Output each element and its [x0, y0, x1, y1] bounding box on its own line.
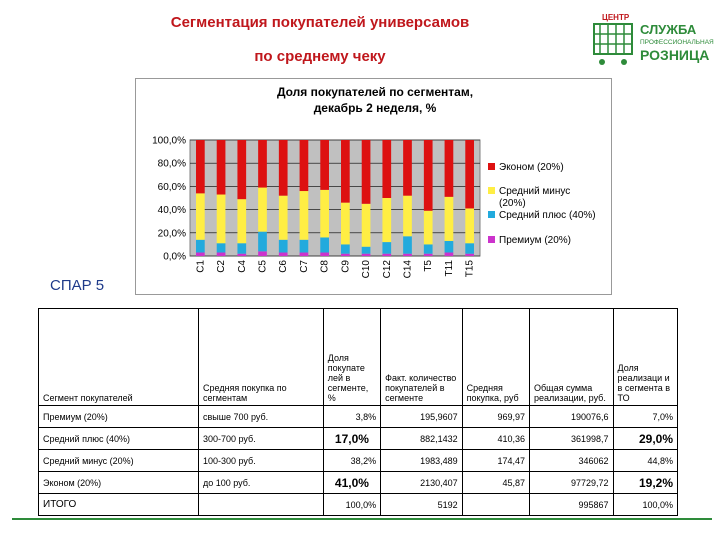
- bar-segment: [217, 195, 226, 244]
- cell-total: 190076,6: [530, 406, 614, 428]
- legend-label: Эконом (20%): [499, 162, 564, 173]
- cell-avg: до 100 руб.: [199, 472, 324, 494]
- logo-mark-text: ЦЕНТР: [602, 13, 630, 22]
- cell-total: 97729,72: [530, 472, 614, 494]
- y-tick-label: 0,0%: [163, 251, 186, 263]
- legend-label: Средний плюс (40%): [499, 210, 596, 221]
- bar-segment: [341, 254, 350, 256]
- cell-segment: Эконом (20%): [39, 472, 199, 494]
- cell-share: 3,8%: [323, 406, 380, 428]
- bar-segment: [424, 244, 433, 253]
- segment-table: [38, 308, 678, 516]
- header-sales-share: Доля реализаци и в сегмента в ТО: [613, 309, 677, 406]
- bar-segment: [445, 241, 454, 253]
- bar-segment: [279, 240, 288, 253]
- cell-avg-rub: 410,36: [462, 428, 529, 450]
- x-tick-label: С4: [236, 260, 248, 273]
- header-total: Общая сумма реализации, руб.: [530, 309, 614, 406]
- legend-swatch: [488, 236, 495, 243]
- bar-segment: [341, 244, 350, 253]
- x-tick-label: С9: [340, 260, 352, 273]
- cell-total: 346062: [530, 450, 614, 472]
- bar-segment: [382, 198, 391, 242]
- x-tick-label: Т5: [423, 260, 435, 272]
- cell-sales-share: 100,0%: [613, 494, 677, 516]
- legend-label: Средний минус: [499, 186, 571, 197]
- bar-segment: [237, 199, 246, 243]
- bar-segment: [258, 188, 267, 232]
- cell-sales-share: 44,8%: [613, 450, 677, 472]
- bar-segment: [424, 140, 433, 211]
- plot-area: [190, 140, 480, 256]
- cell-avg: свыше 700 руб.: [199, 406, 324, 428]
- bar-segment: [300, 140, 309, 191]
- bar-segment: [362, 254, 371, 256]
- cell-segment: Премиум (20%): [39, 406, 199, 428]
- cell-count: 882,1432: [381, 428, 463, 450]
- x-tick-label: С5: [257, 260, 269, 273]
- table-row: [39, 472, 678, 494]
- bar-segment: [362, 140, 371, 204]
- logo-brand-line1: СЛУЖБА: [640, 22, 697, 37]
- bar-segment: [258, 140, 267, 188]
- bar-segment: [320, 237, 329, 252]
- legend-swatch: [488, 163, 495, 170]
- page-title: Сегментация покупателей универсамов: [170, 14, 470, 31]
- cell-avg-rub: 969,97: [462, 406, 529, 428]
- x-tick-label: С2: [216, 260, 228, 273]
- bar-segment: [237, 254, 246, 256]
- legend-swatch: [488, 211, 495, 218]
- bar-segment: [320, 190, 329, 238]
- bar-segment: [382, 254, 391, 256]
- bar-segment: [403, 196, 412, 237]
- cell-segment: Средний плюс (40%): [39, 428, 199, 450]
- logo-brand-line2: ПРОФЕССИОНАЛЬНАЯ: [640, 39, 714, 46]
- cell-sales-share: 19,2%: [613, 472, 677, 494]
- bar-segment: [300, 191, 309, 240]
- cell-sales-share: 29,0%: [613, 428, 677, 450]
- cell-avg: 300-700 руб.: [199, 428, 324, 450]
- bar-segment: [237, 243, 246, 253]
- bar-segment: [258, 232, 267, 252]
- table-total-row: [39, 494, 678, 516]
- header-avg-rub: Средняя покупка, руб: [462, 309, 529, 406]
- page-subtitle: по среднему чеку: [254, 48, 386, 65]
- bar-segment: [341, 203, 350, 245]
- cell-avg-rub: 45,87: [462, 472, 529, 494]
- bar-segment: [196, 253, 205, 256]
- x-tick-label: С1: [195, 260, 207, 273]
- cell-share: 100,0%: [323, 494, 380, 516]
- x-tick-label: С14: [402, 260, 414, 279]
- legend-swatch: [488, 187, 495, 194]
- cell-share: 41,0%: [323, 472, 380, 494]
- x-tick-label: Т15: [464, 260, 476, 278]
- y-tick-label: 100,0%: [152, 135, 186, 147]
- bar-segment: [217, 243, 226, 252]
- bar-segment: [279, 140, 288, 196]
- cell-count: 195,9607: [381, 406, 463, 428]
- bar-segment: [258, 251, 267, 256]
- y-tick-label: 80,0%: [157, 158, 186, 170]
- cell-count: 5192: [381, 494, 463, 516]
- bar-segment: [320, 140, 329, 190]
- bar-segment: [341, 140, 350, 203]
- bar-segment: [465, 254, 474, 256]
- cell-total: 361998,7: [530, 428, 614, 450]
- y-tick-label: 20,0%: [157, 228, 186, 240]
- cell-share: 17,0%: [323, 428, 380, 450]
- x-tick-label: С6: [278, 260, 290, 273]
- y-tick-label: 40,0%: [157, 205, 186, 217]
- header-count: Факт. количество покупателей в сегменте: [381, 309, 463, 406]
- cell-count: 2130,407: [381, 472, 463, 494]
- bar-segment: [403, 140, 412, 196]
- bar-segment: [279, 253, 288, 256]
- cell-avg: 100-300 руб.: [199, 450, 324, 472]
- bar-segment: [362, 247, 371, 254]
- table-row: [39, 428, 678, 450]
- bar-segment: [196, 240, 205, 253]
- logo-brand-line3: РОЗНИЦА: [640, 47, 710, 63]
- cell-segment: Средний минус (20%): [39, 450, 199, 472]
- cell-segment: ИТОГО: [39, 494, 199, 516]
- header-segment: Сегмент покупателей: [39, 309, 199, 406]
- bar-segment: [424, 211, 433, 245]
- cell-total: 995867: [530, 494, 614, 516]
- bar-segment: [424, 254, 433, 256]
- bar-segment: [445, 140, 454, 197]
- table-row: [39, 406, 678, 428]
- bar-segment: [196, 140, 205, 193]
- bar-segment: [382, 140, 391, 198]
- bar-segment: [465, 243, 474, 253]
- y-tick-label: 60,0%: [157, 181, 186, 193]
- bar-segment: [465, 140, 474, 208]
- bar-segment: [465, 208, 474, 243]
- chart-title-line1: Доля покупателей по сегментам,: [276, 85, 474, 99]
- footer-divider: [12, 518, 712, 520]
- legend-label: Премиум (20%): [499, 235, 571, 246]
- bar-segment: [445, 253, 454, 256]
- table-header-row: [39, 309, 678, 406]
- header-avg-purchase: Средняя покупка по сегментам: [199, 309, 324, 406]
- cell-share: 38,2%: [323, 450, 380, 472]
- cell-avg-rub: 174,47: [462, 450, 529, 472]
- cell-count: 1983,489: [381, 450, 463, 472]
- x-tick-label: С8: [319, 260, 331, 273]
- bar-segment: [279, 196, 288, 240]
- header-share: Доля покупате лей в сегменте, %: [323, 309, 380, 406]
- bar-segment: [217, 140, 226, 195]
- bar-segment: [196, 193, 205, 239]
- bar-segment: [320, 253, 329, 256]
- bar-segment: [217, 253, 226, 256]
- cell-avg-rub: [462, 494, 529, 516]
- bar-segment: [445, 197, 454, 241]
- bar-segment: [382, 242, 391, 254]
- bar-segment: [300, 240, 309, 253]
- bar-segment: [237, 140, 246, 199]
- x-tick-label: С7: [298, 260, 310, 273]
- bar-segment: [300, 253, 309, 256]
- cell-sales-share: 7,0%: [613, 406, 677, 428]
- bar-segment: [362, 204, 371, 247]
- x-tick-label: С12: [381, 260, 393, 279]
- cell-avg: [199, 494, 324, 516]
- store-label: СПАР 5: [50, 277, 105, 294]
- bar-segment: [403, 236, 412, 253]
- x-tick-label: Т11: [443, 260, 455, 277]
- x-tick-label: С10: [361, 260, 373, 279]
- legend-label: (20%): [499, 198, 526, 209]
- chart-title-line2: декабрь 2 неделя, %: [313, 101, 437, 115]
- bar-segment: [403, 254, 412, 256]
- table-row: [39, 450, 678, 472]
